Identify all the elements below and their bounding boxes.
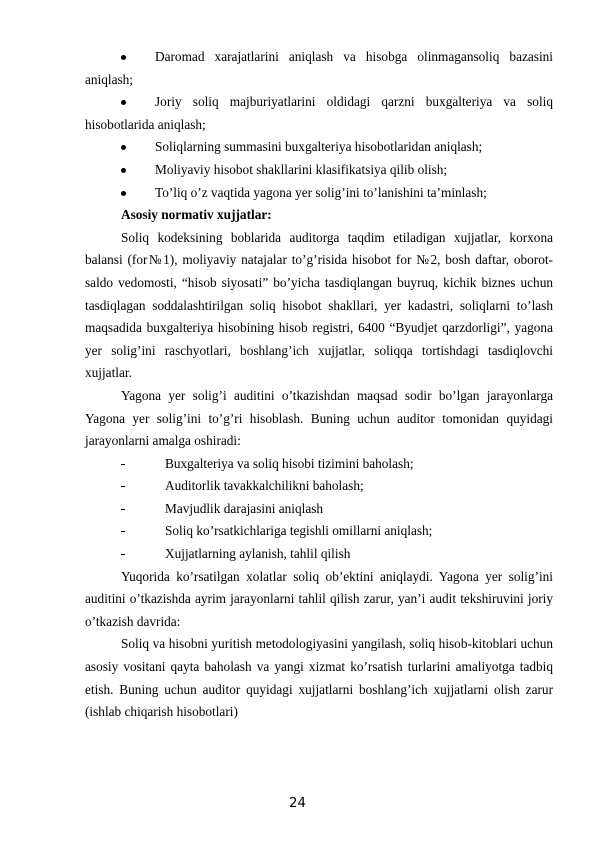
section-heading: Asosiy normativ xujjatlar:	[121, 207, 272, 223]
page-number: 24	[289, 796, 306, 811]
dash-icon	[121, 486, 125, 487]
dash-item	[85, 453, 553, 476]
bullet-text: Daromad xarajatlarini aniqlash va hisobga olinmagansoliq bazasini aniqlash;	[85, 49, 553, 87]
dash-text: Buxgalteriya va soliq hisobi tizimini baholash;	[165, 455, 414, 471]
dash-item	[85, 498, 553, 521]
paragraph-documents: Soliq kodeksining boblarida auditorga taqdim etiladigan xujjatlar, korxona balansi (for№1), moliyaviy natajalar to’g’risida hisobot for №2, bosh daftar, oborot-saldo vedomosti, “hisob siyosati” bo’yicha tasdiqlangan buyruq, kichik biznes uchun tasdiqlagan soddalashtirilgan soliq hisobot shakllari, yer kadastri, soliqlarni to’lash maqsadida buxgalteriya hisobining hisob registri, 6400 “Byudjet qarzdorligi”, yagona yer solig’ini raschyotlari, boshlang’ich xujjatlar, soliqqa tortishdagi tasdiqlovchi xujjatlar.	[85, 229, 553, 381]
paragraph-tax-object: Yuqorida ko’rsatilgan xolatlar soliq ob’ektini aniqlaydi. Yagona yer solig’ini auditini o’tkazishda ayrim jarayonlarni tahlil qilish zarur, yan’i audit tekshiruvini joriy o’tkazish davrida:	[85, 568, 553, 629]
dash-icon	[121, 554, 125, 555]
dash-icon	[121, 531, 125, 532]
bullet-item	[85, 46, 553, 91]
dash-item	[85, 475, 553, 498]
bullet-dot-icon	[121, 168, 126, 173]
dash-icon	[121, 464, 125, 465]
dash-item	[85, 543, 553, 566]
paragraph-audit-purpose: Yagona yer solig’i auditini o’tkazishdan maqsad sodir bo’lgan jarayonlarga Yagona yer solig’ini to’g’ri hisoblash. Buning uchun auditor tomonidan quyidagi jarayonlarni amalga oshiradi:	[85, 387, 553, 449]
bullet-text: To’liq o’z vaqtida yagona yer solig’ini to’lanishini ta’minlash;	[155, 184, 487, 200]
bullet-text: Moliyaviy hisobot shakllarini klasifikatsiya qilib olish;	[155, 161, 448, 177]
dash-text: Xujjatlarning aylanish, tahlil qilish	[165, 546, 351, 562]
dash-text: Mavjudlik darajasini aniqlash	[165, 500, 324, 516]
bullet-item	[85, 159, 553, 182]
bullet-dot-icon	[121, 55, 126, 60]
bullet-item	[85, 182, 553, 205]
paragraph-methodology: Soliq va hisobni yuritish metodologiyasini yangilash, soliq hisob-kitoblari uchun asosiy vositani qayta baholash va yangi xizmat ko’rsatish turlarini amaliyotga tadbiq etish. Buning uchun auditor quyidagi xujjatlarni boshlang’ich xujjatlarni olish zarur (ishlab chiqarish hisobotlari)	[85, 636, 553, 720]
dash-icon	[121, 509, 125, 510]
dash-item	[85, 520, 553, 543]
bullet-text: Soliqlarning summasini buxgalteriya hisobotlaridan aniqlash;	[155, 139, 483, 155]
bullet-item	[85, 91, 553, 136]
bullet-dot-icon	[121, 100, 126, 105]
bullet-text: Joriy soliq majburiyatlarini oldidagi qarzni buxgalteriya va soliq hisobotlarida aniqlash;	[85, 94, 553, 132]
bullet-item	[85, 136, 553, 159]
page-content	[85, 46, 553, 724]
bullet-dot-icon	[121, 145, 126, 150]
bullet-dot-icon	[121, 191, 126, 196]
dash-text: Auditorlik tavakkalchilikni baholash;	[165, 478, 364, 494]
dash-text: Soliq ko’rsatkichlariga tegishli omillarni aniqlash;	[165, 523, 433, 539]
